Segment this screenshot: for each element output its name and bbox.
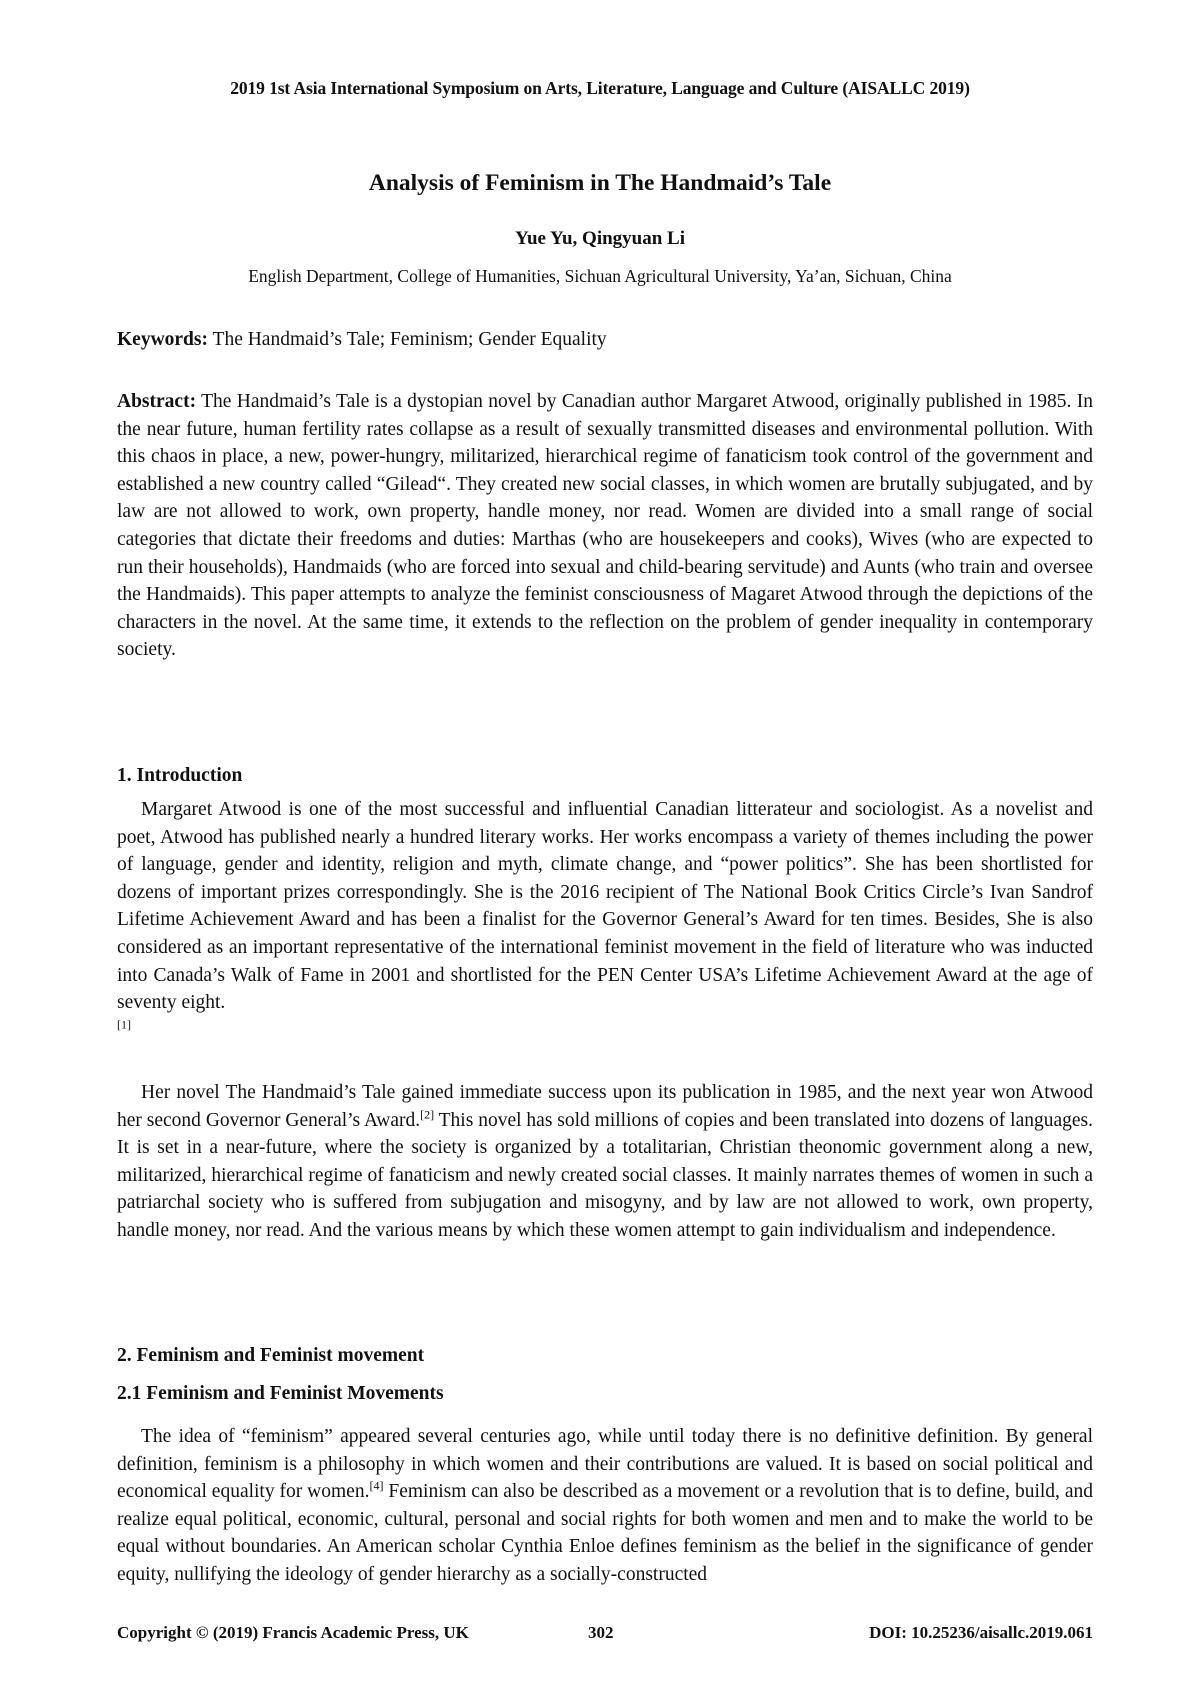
feminism-paragraph-1-text-a: The idea of “feminism” appeared several centuries ago, while until today there is no definitive definition. By general definition, feminism is a philosophy in which women and their contributions are valued. It is based on social political and economical equality for women. [117, 1426, 1093, 1503]
section-heading-introduction: 1. Introduction [117, 765, 243, 786]
citation-ref: [2] [420, 1107, 435, 1122]
subsection-heading-feminism-movements: 2.1 Feminism and Feminist Movements [117, 1383, 444, 1404]
citation-ref: [4] [369, 1478, 384, 1493]
citation-ref: [1] [117, 1017, 131, 1032]
keywords-label: Keywords: [117, 329, 208, 350]
keywords-text: The Handmaid’s Tale; Feminism; Gender Equality [212, 329, 607, 350]
feminism-paragraph-1 [117, 1423, 1093, 1589]
intro-paragraph-2-text-a: Her novel The Handmaid’s Tale gained immediate success upon its publication in 1985, and the next year won Atwood her second Governor General’s Award. [117, 1082, 1093, 1131]
intro-paragraph-2-text-b: This novel has sold millions of copies and been translated into dozens of languages. It is set in a near-future, where the society is organized by a totalitarian, Christian theonomic government along a new, militarized, hierarchical regime of fanaticism and newly created social classes. It mainly narrates themes of women in such a patriarchal society who is suffered from subjugation and misogyny, and by law are not allowed to work, own property, handle money, nor read. And the various means by which these women attempt to gain individualism and independence. [117, 1109, 1093, 1241]
footer-copyright: Copyright © (2019) Francis Academic Press, UK [117, 1623, 469, 1642]
paper-title: Analysis of Feminism in The Handmaid’s Tale [368, 170, 832, 196]
author-affiliation: English Department, College of Humanities, Sichuan Agricultural University, Ya’an, Sichuan, China [248, 266, 952, 286]
abstract-label: Abstract: [117, 391, 197, 412]
conference-header: 2019 1st Asia International Symposium on Arts, Literature, Language and Culture (AISALLC 2019) [230, 78, 970, 98]
keywords-line [117, 326, 1093, 354]
footer-page-number: 302 [588, 1623, 614, 1642]
paper-authors: Yue Yu, Qingyuan Li [514, 228, 686, 249]
intro-paragraph-2 [117, 1079, 1093, 1245]
feminism-paragraph-1-text-b: Feminism can also be described as a movement or a revolution that is to define, build, and realize equal political, economic, cultural, personal and social rights for both women and men and to make the world to be equal without boundaries. An American scholar Cynthia Enloe defines feminism as the belief in the significance of gender equity, nullifying the ideology of gender hierarchy as a socially-constructed [117, 1481, 1093, 1585]
intro-paragraph-1-text: Margaret Atwood is one of the most successful and influential Canadian litterateur and sociologist. As a novelist and poet, Atwood has published nearly a hundred literary works. Her works encompass a variety of themes including the power of language, gender and identity, religion and myth, climate change, and “power politics”. She has been shortlisted for dozens of important prizes correspondingly. She is the 2016 recipient of The National Book Critics Circle’s Ivan Sandrof Lifetime Achievement Award and has been a finalist for the Governor General’s Award for ten times. Besides, She is also considered as an important representative of the international feminist movement in the field of literature who was inducted into Canada’s Walk of Fame in 2001 and shortlisted for the PEN Center USA’s Lifetime Achievement Award at the age of seventy eight. [117, 799, 1093, 1014]
intro-paragraph-1 [117, 796, 1093, 1044]
abstract-paragraph [117, 388, 1093, 664]
footer-doi: DOI: 10.25236/aisallc.2019.061 [869, 1623, 1093, 1642]
section-heading-feminism: 2. Feminism and Feminist movement [117, 1345, 425, 1366]
abstract-text: The Handmaid’s Tale is a dystopian novel by Canadian author Margaret Atwood, originally published in 1985. In the near future, human fertility rates collapse as a result of sexually transmitted diseases and environmental pollution. With this chaos in place, a new, power-hungry, militarized, hierarchical regime of fanaticism took control of the government and established a new country called “Gilead“. They created new social classes, in which women are brutally subjugated, and by law are not allowed to work, own property, handle money, nor read. Women are divided into a small range of social categories that dictate their freedoms and duties: Marthas (who are housekeepers and cooks), Wives (who are expected to run their households), Handmaids (who are forced into sexual and child-bearing servitude) and Aunts (who train and oversee the Handmaids). This paper attempts to analyze the feminist consciousness of Magaret Atwood through the depictions of the characters in the novel. At the same time, it extends to the reflection on the problem of gender inequality in contemporary society. [117, 391, 1093, 661]
